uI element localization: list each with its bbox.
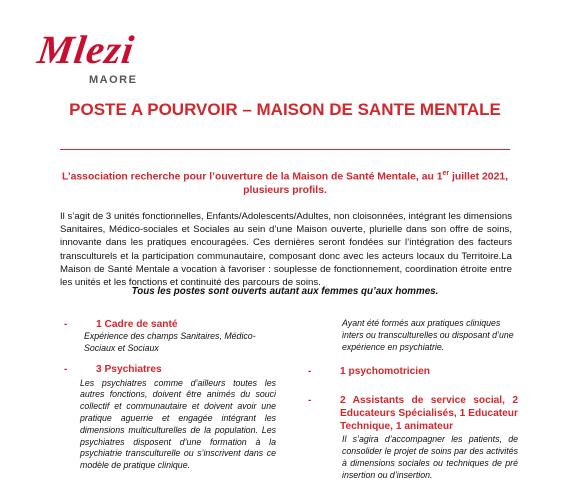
list-dash: - bbox=[64, 363, 68, 375]
job-title-social-workers bbox=[308, 394, 518, 433]
job-title-text: 1 psychomotricien bbox=[340, 366, 431, 378]
job-desc-continued: Ayant été formés aux pratiques cliniques inters ou transculturelles ou disposant d’une expérience en psychiatrie. bbox=[342, 318, 514, 352]
job-title-text: 1 Cadre de santé bbox=[96, 319, 178, 330]
job-title-cadre bbox=[64, 318, 276, 331]
job-title-psychomotricien bbox=[308, 365, 518, 378]
intro-part2: juillet 2021, plusieurs profils. bbox=[243, 171, 509, 197]
intro-text bbox=[60, 167, 510, 198]
job-title-psychiatres bbox=[64, 363, 276, 376]
intro-part1: L’association recherche pour l’ouverture de la Maison de Santé Mentale, au 1 bbox=[61, 171, 443, 183]
logo-wordmark: Mlezi bbox=[34, 27, 138, 72]
equal-opportunity-notice: Tous les postes sont ouverts autant aux femmes qu’aux hommes. bbox=[131, 286, 439, 297]
page-title: POSTE A POURVOIR – MAISON DE SANTE MENTALE bbox=[69, 100, 501, 119]
list-dash: - bbox=[308, 366, 312, 378]
intro-sup: er bbox=[442, 170, 450, 177]
mlezi-logo bbox=[34, 27, 188, 92]
list-dash: - bbox=[64, 319, 68, 330]
job-title-text: 2 Assistants de service social, 2 Educateurs Spécialisés, 1 Educateur Technique, 1 animateur bbox=[340, 395, 518, 433]
left-column bbox=[64, 318, 276, 472]
right-column bbox=[308, 318, 518, 482]
logo-subtitle: MAORE bbox=[89, 74, 138, 86]
description-paragraph: Il s’agit de 3 unités fonctionnelles, Enfants/Adolescents/Adultes, non cloisonnées, intégrant les dimensions Sanitaires, Médico-sociales et Sociales au sein d’une Maison ouverte, plurielle dans son offre de soins, innovante dans les pratiques encouragées. Ces dernières seront fondées sur l’intégration des facteurs transculturels et la participation communautaire, composant donc avec les acteurs locaux du Territoire.La Maison de Santé Mentale a vocation à favoriser : souplesse de fonctionnement, coordination étroite entre les unités et les fonctions et continuité des parcours de soins. bbox=[60, 211, 512, 289]
job-desc-social-workers: Il s’agira d’accompagner les patients, de consolider le projet de soins par des activités à dimensions sociales ou techniques de pré insertion ou d’insertion. bbox=[342, 434, 518, 480]
list-dash: - bbox=[308, 395, 312, 407]
job-desc-psychiatres: Les psychiatres comme d’ailleurs toutes les autres fonctions, doivent être animés du souci collectif et communautaire et doivent avoir une pratique aguerrie et engagée intégrant les dimensions multiculturelles de la population. Les psychiatres disposent d’une formation à la psychiatrie transculturelle ou s’inscrivent dans ce modèle de pratique clinique. bbox=[80, 377, 276, 471]
job-title-text: 3 Psychiatres bbox=[96, 363, 162, 375]
title-divider bbox=[60, 149, 510, 150]
job-desc-cadre: Expérience des champs Sanitaires, Médico-Sociaux et Sociaux bbox=[84, 331, 256, 353]
